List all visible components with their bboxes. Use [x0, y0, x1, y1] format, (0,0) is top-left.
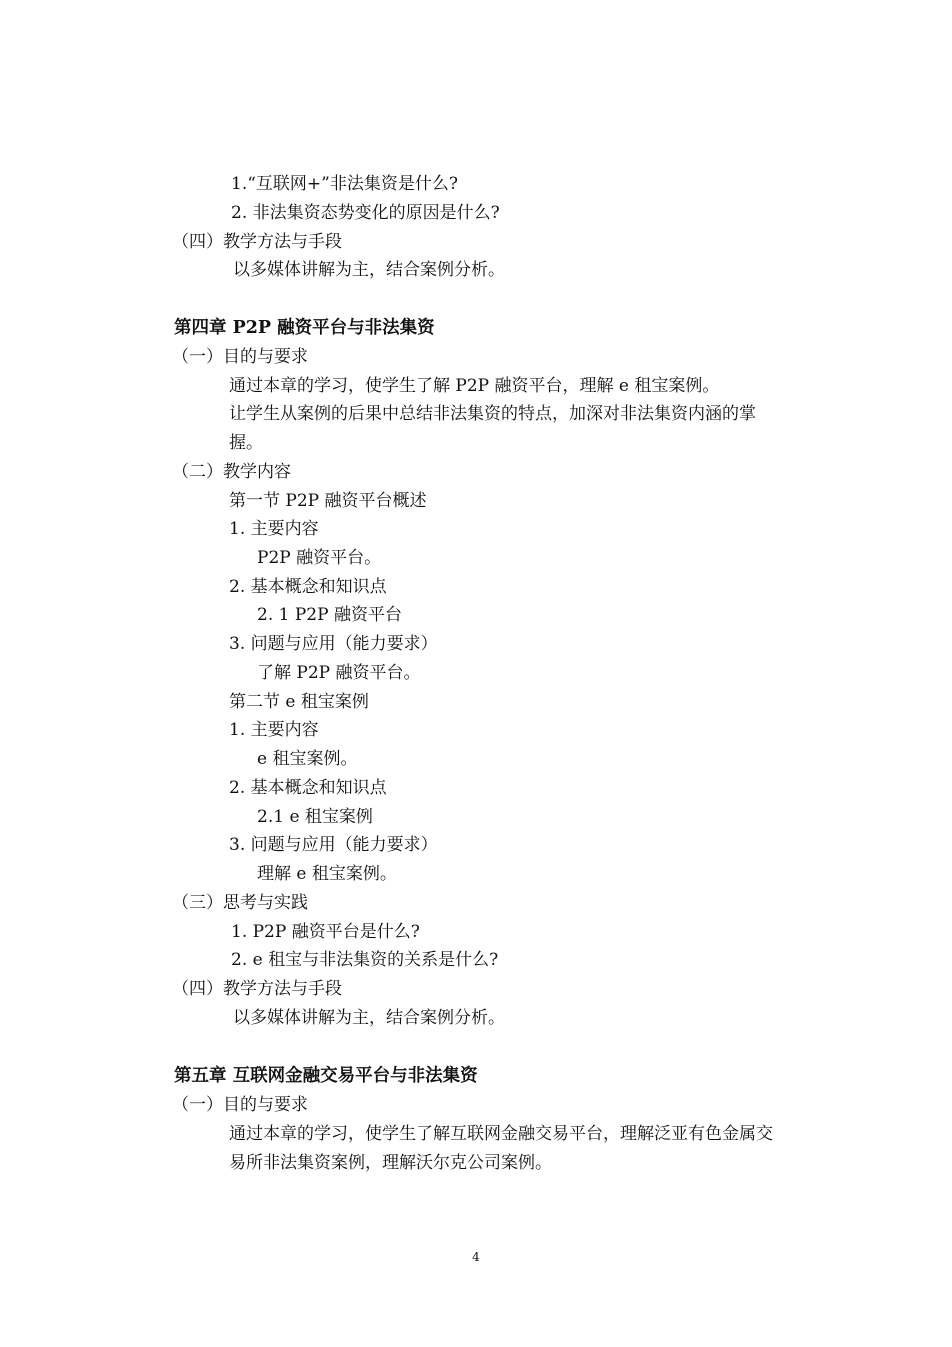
goals-text-ch5-2: 易所非法集资案例，理解沃尔克公司案例。 [229, 1153, 552, 1173]
section-2-title: 第二节 e 租宝案例 [229, 692, 369, 712]
item-main-content-2: 1. 主要内容 [229, 720, 319, 740]
chapter-4-title: 第四章 P2P 融资平台与非法集资 [174, 318, 435, 338]
goals-text-2: 让学生从案例的后果中总结非法集资的特点，加深对非法集资内涵的掌 [229, 404, 756, 424]
section-heading-methods: （四）教学方法与手段 [172, 232, 342, 252]
question-2: 2. 非法集资态势变化的原因是什么? [231, 203, 500, 223]
section-heading-goals: （一）目的与要求 [172, 347, 308, 367]
section-heading-content: （二）教学内容 [172, 462, 291, 482]
item-application-2: 3. 问题与应用（能力要求） [229, 835, 438, 855]
item-concepts-2-text: 2.1 e 租宝案例 [257, 807, 373, 827]
item-application: 3. 问题与应用（能力要求） [229, 634, 438, 654]
methods-text: 以多媒体讲解为主，结合案例分析。 [233, 260, 505, 280]
goals-text-3: 握。 [229, 433, 263, 453]
practice-question-2: 2. e 租宝与非法集资的关系是什么? [231, 950, 499, 970]
question-1: 1.“互联网+”非法集资是什么? [231, 174, 458, 194]
item-concepts-text: 2. 1 P2P 融资平台 [257, 605, 402, 625]
practice-question-1: 1. P2P 融资平台是什么? [231, 922, 420, 942]
goals-text-ch5-1: 通过本章的学习，使学生了解互联网金融交易平台，理解泛亚有色金属交 [229, 1124, 773, 1144]
item-main-content-text: P2P 融资平台。 [257, 548, 382, 568]
chapter-5-title: 第五章 互联网金融交易平台与非法集资 [174, 1066, 478, 1086]
item-main-content: 1. 主要内容 [229, 519, 319, 539]
item-concepts-2: 2. 基本概念和知识点 [229, 778, 387, 798]
section-1-title: 第一节 P2P 融资平台概述 [229, 491, 427, 511]
item-application-2-text: 理解 e 租宝案例。 [257, 864, 397, 884]
section-heading-goals-2: （一）目的与要求 [172, 1095, 308, 1115]
methods-text-2: 以多媒体讲解为主，结合案例分析。 [233, 1008, 505, 1028]
item-main-content-2-text: e 租宝案例。 [257, 749, 358, 769]
section-heading-methods-2: （四）教学方法与手段 [172, 979, 342, 999]
item-application-text: 了解 P2P 融资平台。 [257, 663, 421, 683]
page-number: 4 [472, 1250, 480, 1264]
goals-text-1: 通过本章的学习，使学生了解 P2P 融资平台，理解 e 租宝案例。 [229, 376, 720, 396]
item-concepts: 2. 基本概念和知识点 [229, 577, 387, 597]
section-heading-practice: （三）思考与实践 [172, 893, 308, 913]
